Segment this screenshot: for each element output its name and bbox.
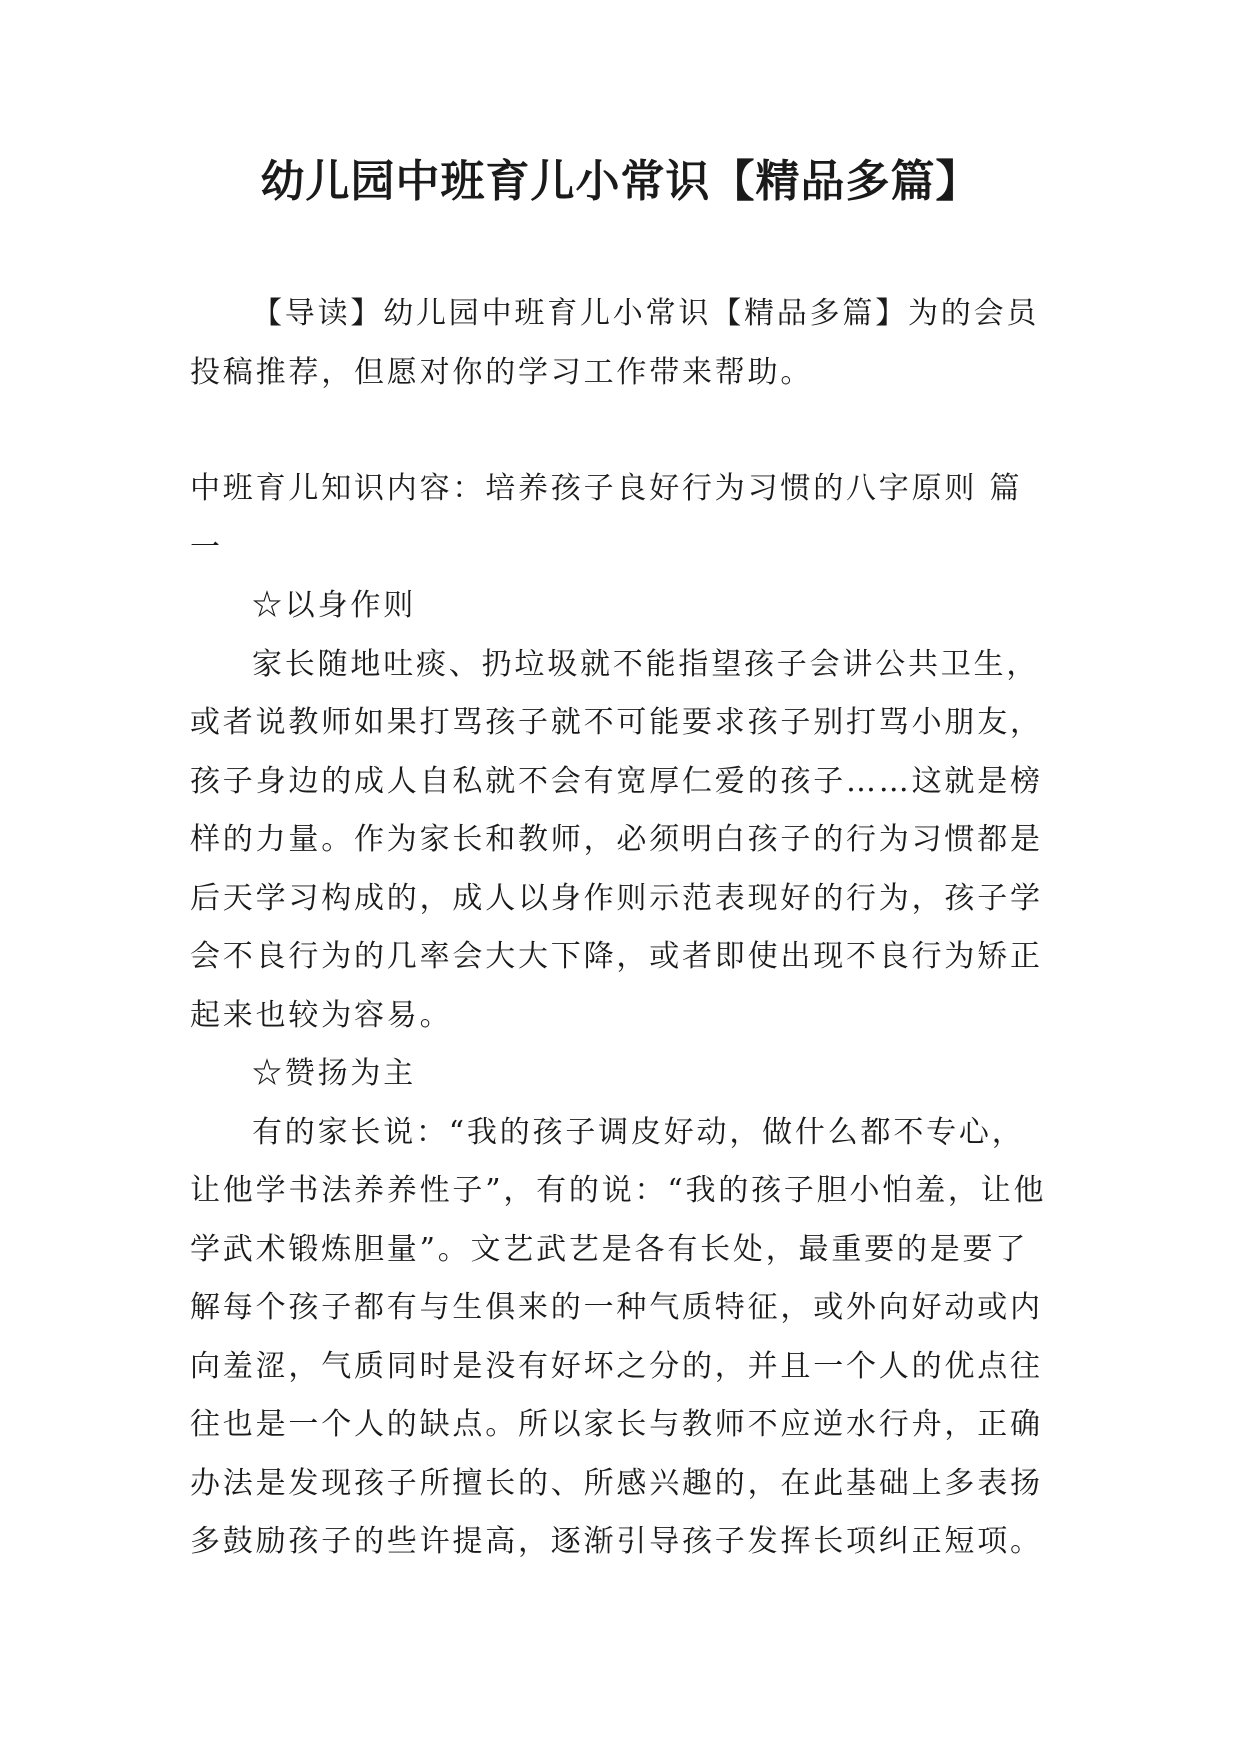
principle-paragraph-1: 家长随地吐痰、扔垃圾就不能指望孩子会讲公共卫生，或者说教师如果打骂孩子就不可能要求孩子别打骂小朋友，孩子身边的成人自私就不会有宽厚仁爱的孩子……这就是榜样的力量。作为家长和教师，必须明白孩子的行为习惯都是后天学习构成的，成人以身作则示范表现好的行为，孩子学会不良行为的几率会大大下降，或者即使出现不良行为矫正起来也较为容易。 <box>190 646 1043 1033</box>
document-body <box>190 285 1050 1572</box>
section-heading: 中班育儿知识内容：培养孩子良好行为习惯的八字原则 篇一 <box>190 471 1023 565</box>
intro-paragraph: 【导读】幼儿园中班育儿小常识【精品多篇】为的会员投稿推荐，但愿对你的学习工作带来帮助。 <box>190 296 1040 390</box>
principle-heading-2: ☆赞扬为主 <box>252 1056 416 1091</box>
principle-heading-1: ☆以身作则 <box>252 588 416 623</box>
principle-paragraph-2: 有的家长说：“我的孩子调皮好动，做什么都不专心，让他学书法养养性子”，有的说：“我的孩子胆小怕羞，让他学武术锻炼胆量”。文艺武艺是各有长处，最重要的是要了解每个孩子都有与生俱来的一种气质特征，或外向好动或内向羞涩，气质同时是没有好坏之分的，并且一个人的优点往往也是一个人的缺点。所以家长与教师不应逆水行舟，正确办法是发现孩子所擅长的、所感兴趣的，在此基础上多表扬多鼓励孩子的些许提高，逐渐引导孩子发挥长项纠正短项。 <box>190 1114 1047 1559</box>
document-title: 幼儿园中班育儿小常识【精品多篇】 <box>260 156 981 207</box>
